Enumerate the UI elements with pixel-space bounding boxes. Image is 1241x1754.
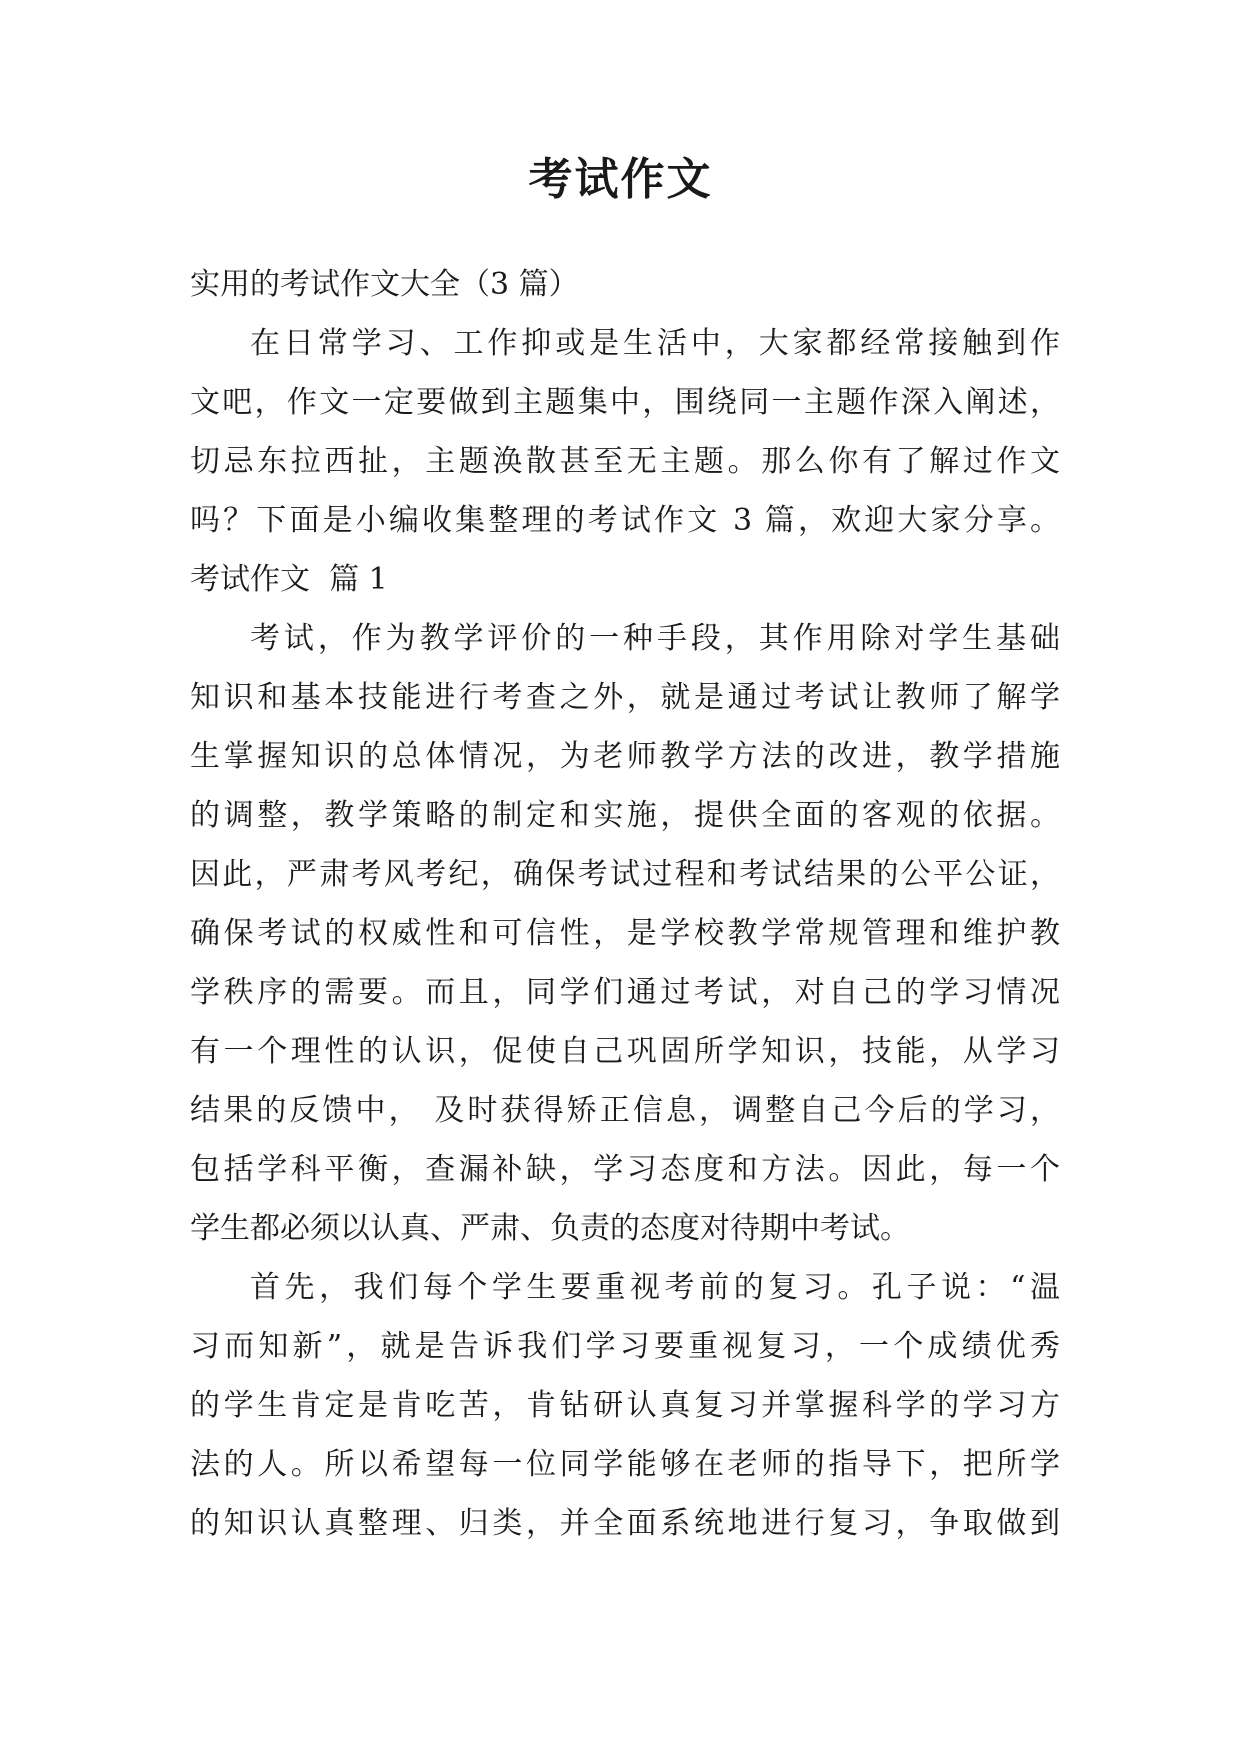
text-line: 在日常学习、工作抑或是生活中，大家都经常接触到作 [250,326,1060,361]
text-line: 结果的反馈中， 及时获得矫正信息，调整自己今后的学习， [190,1093,1060,1128]
document-body [190,255,1060,1553]
text-line: 因此，严肃考风考纪，确保考试过程和考试结果的公平公证， [190,857,1060,892]
text-line: 确保考试的权威性和可信性，是学校教学常规管理和维护教 [190,916,1060,951]
text-line: 学生都必须以认真、严肃、负责的态度对待期中考试。 [190,1211,910,1246]
text-line: 文吧，作文一定要做到主题集中，围绕同一主题作深入阐述， [190,385,1060,420]
text-line: 学秩序的需要。而且，同学们通过考试，对自己的学习情况 [190,975,1060,1010]
document-title: 考试作文 [528,154,713,205]
text-line: 生掌握知识的总体情况，为老师教学方法的改进，教学措施 [190,739,1060,774]
text-line: 切忌东拉西扯，主题涣散甚至无主题。那么你有了解过作文 [190,444,1060,479]
text-line: 考试，作为教学评价的一种手段，其作用除对学生基础 [250,621,1060,656]
text-line: 的调整，教学策略的制定和实施，提供全面的客观的依据。 [190,798,1060,833]
text-line: 首先，我们每个学生要重视考前的复习。孔子说：“温 [250,1270,1060,1305]
text-line: 习而知新”，就是告诉我们学习要重视复习，一个成绩优秀 [190,1329,1060,1364]
text-line: 法的人。所以希望每一位同学能够在老师的指导下，把所学 [190,1447,1060,1482]
text-line: 的学生肯定是肯吃苦，肯钻研认真复习并掌握科学的学习方 [190,1388,1060,1423]
text-line: 实用的考试作文大全（3 篇） [190,267,579,302]
text-line: 知识和基本技能进行考查之外，就是通过考试让教师了解学 [190,680,1060,715]
text-line: 的知识认真整理、归类，并全面系统地进行复习，争取做到 [190,1506,1060,1541]
text-line: 有一个理性的认识，促使自己巩固所学知识，技能，从学习 [190,1034,1060,1069]
text-line: 吗？下面是小编收集整理的考试作文 3 篇，欢迎大家分享。 [190,503,1060,538]
text-line: 包括学科平衡，查漏补缺，学习态度和方法。因此，每一个 [190,1152,1060,1187]
text-line: 考试作文 篇 1 [190,562,388,597]
